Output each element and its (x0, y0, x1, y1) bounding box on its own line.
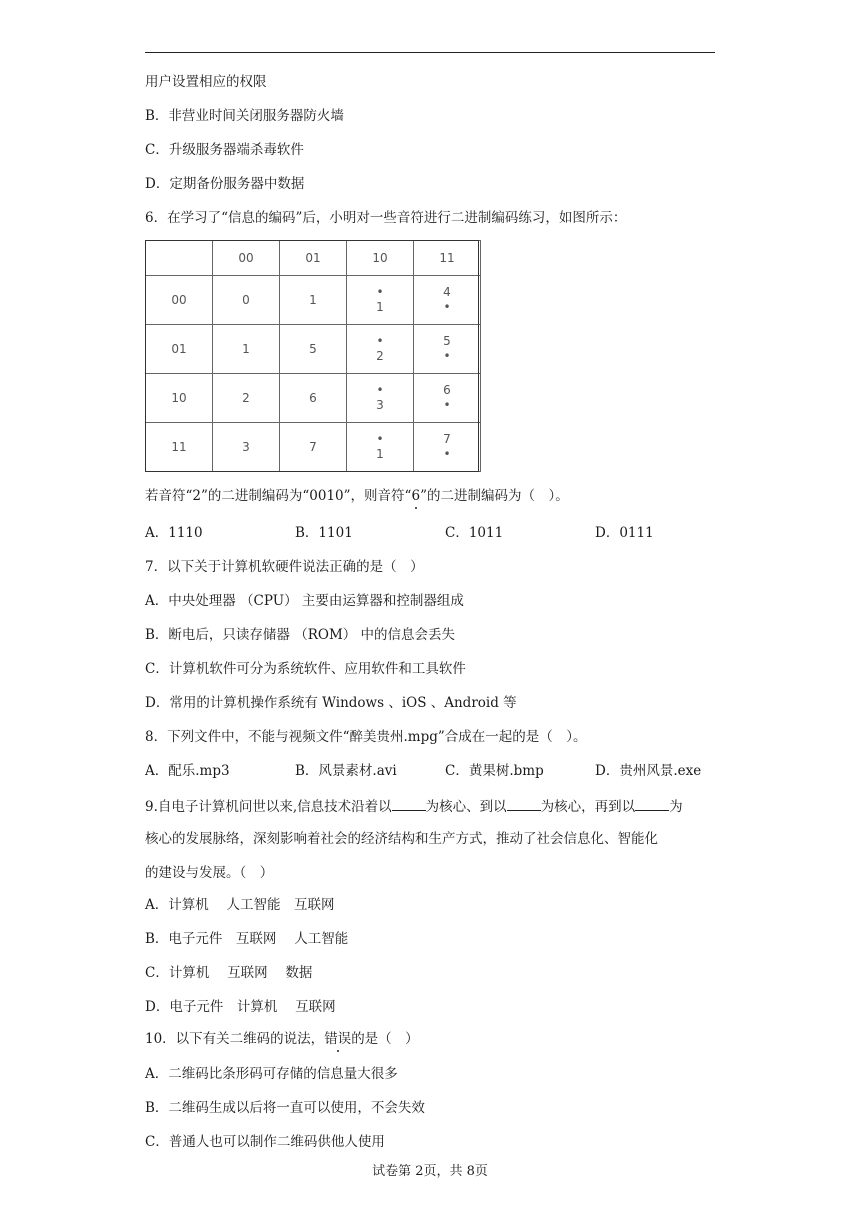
q5-option-c: C．升级服务器端杀毒软件 (145, 142, 304, 158)
answer-blank (507, 796, 541, 811)
q6-question: 若音符“2”的二进制编码为“0010”，则音符“6”的二进制编码为（ ）。 (145, 488, 569, 504)
q6-option-b: B．1101 (295, 525, 353, 541)
q9-line-2: 核心的发展脉络，深刻影响着社会的经济结构和生产方式，推动了社会信息化、智能化 (145, 831, 658, 847)
header-rule (145, 52, 715, 53)
q6-option-a: A．1110 (145, 525, 203, 541)
q9-option-a: A．计算机 人工智能 互联网 (145, 897, 335, 913)
q9-option-b: B．电子元件 互联网 人工智能 (145, 931, 349, 947)
table-header-cell: 11 (414, 241, 481, 276)
answer-blank (392, 796, 426, 811)
q9-line-3: 的建设与发展。（ ） (145, 865, 274, 881)
q10-stem: 10．以下有关二维码的说法，错误的是（ ） (145, 1031, 419, 1047)
emphasis-dot-text: 6 (411, 488, 421, 504)
q6-option-c: C．1011 (445, 525, 504, 541)
prev-question-tail: 用户设置相应的权限 (145, 74, 267, 90)
table-header-cell: 01 (280, 241, 347, 276)
q8-option-c: C．黄果树.bmp (445, 763, 544, 779)
answer-blank (635, 796, 669, 811)
table-row: 10 2 6 • 3 6 • (146, 374, 481, 423)
q7-option-c: C．计算机软件可分为系统软件、应用软件和工具软件 (145, 661, 466, 677)
q7-stem: 7．以下关于计算机软硬件说法正确的是（ ） (145, 559, 424, 575)
q8-stem: 8．下列文件中，不能与视频文件“醉美贵州.mpg”合成在一起的是（ ）。 (145, 729, 587, 745)
page-footer: 试卷第 2页，共 8页 (372, 1164, 488, 1179)
q10-option-a: A．二维码比条形码可存储的信息量大很多 (145, 1066, 398, 1082)
q9-line-1: 9.自电子计算机问世以来,信息技术沿着以 为核心、到以 为核心，再到以 为 (145, 796, 683, 816)
table-row: 11 3 7 • 1 7 • (146, 423, 481, 472)
q6-stem: 6．在学习了“信息的编码”后，小明对一些音符进行二进制编码练习，如图所示： (145, 210, 627, 226)
q8-option-b: B．风景素材.avi (295, 763, 397, 779)
table-row: 00 0 1 • 1 4 • (146, 276, 481, 325)
note-encoding-table (145, 240, 481, 472)
q10-option-c: C．普通人也可以制作二维码供他人使用 (145, 1134, 385, 1150)
emphasis-dot-text: 错误 (324, 1031, 352, 1047)
q9-option-d: D．电子元件 计算机 互联网 (145, 999, 336, 1015)
table-row: 01 1 5 • 2 5 • (146, 325, 481, 374)
table-header-cell: 10 (347, 241, 414, 276)
q6-option-d: D．0111 (595, 525, 654, 541)
q9-option-c: C．计算机 互联网 数据 (145, 965, 313, 981)
q5-option-b: B．非营业时间关闭服务器防火墙 (145, 108, 344, 124)
table-header-cell (146, 241, 213, 276)
table-header-cell: 00 (213, 241, 280, 276)
q7-option-d: D．常用的计算机操作系统有 Windows 、iOS 、Android 等 (145, 695, 517, 711)
q10-option-b: B．二维码生成以后将一直可以使用，不会失效 (145, 1100, 425, 1116)
q7-option-a: A．中央处理器 （CPU） 主要由运算器和控制器组成 (145, 593, 464, 609)
q5-option-d: D．定期备份服务器中数据 (145, 176, 305, 192)
q7-option-b: B．断电后，只读存储器 （ROM） 中的信息会丢失 (145, 627, 456, 643)
q8-option-a: A．配乐.mp3 (145, 763, 230, 779)
q8-option-d: D．贵州风景.exe (595, 763, 702, 779)
